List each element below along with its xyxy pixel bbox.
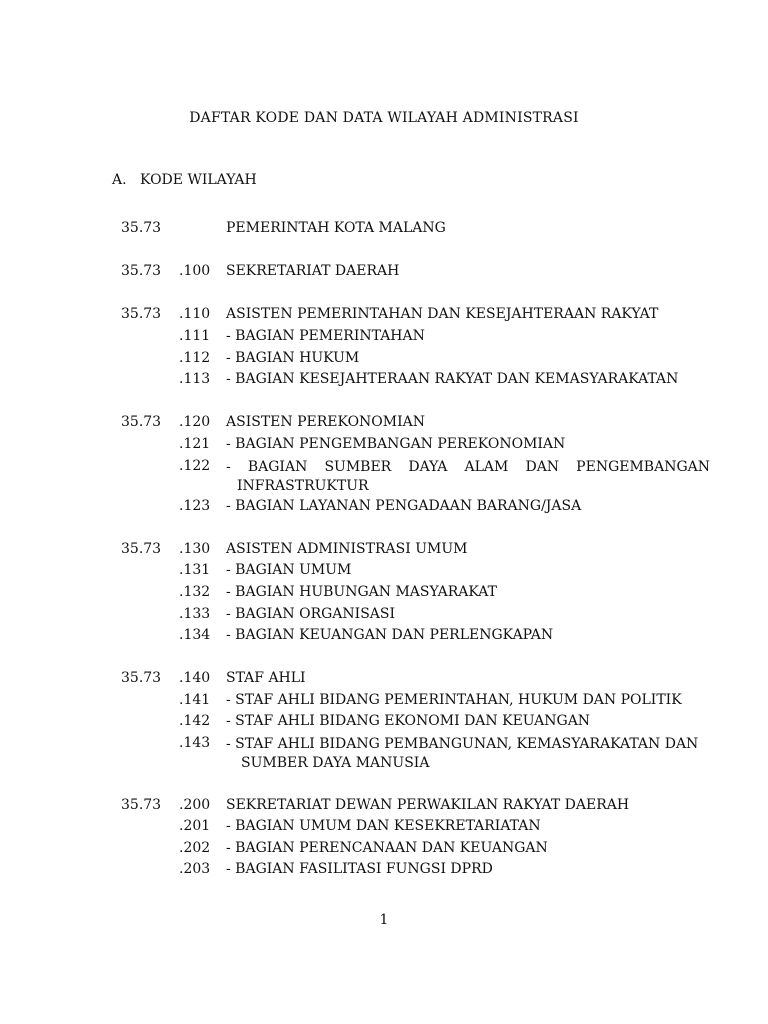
unit-code: .130 [179,540,211,557]
unit-name: - BAGIAN PERENCANAAN DAN KEUANGAN [226,839,548,856]
code-row [0,304,768,326]
unit-name: - BAGIAN KESEJAHTERAAN RAKYAT DAN KEMASYARAKATAN [226,371,679,388]
region-code: 35.73 [121,796,162,813]
code-row [0,539,768,561]
unit-name: - BAGIAN UMUM DAN KESEKRETARIATAN [226,818,541,835]
unit-name: - BAGIAN KEUANGAN DAN PERLENGKAPAN [226,627,554,644]
unit-code: .141 [179,691,211,708]
page-number: 1 [379,912,389,928]
region-code: 35.73 [121,220,162,236]
code-row [0,625,768,647]
region-code: 35.73 [121,306,162,323]
unit-name-line-1: - STAF AHLI BIDANG PEMBANGUNAN, KEMASYARAKATAN DAN [226,736,699,753]
code-row [0,816,768,838]
code-row [0,859,768,881]
code-row [0,560,768,582]
unit-code: .133 [179,605,211,622]
code-row [0,582,768,604]
unit-code: .134 [179,627,211,644]
code-row [0,369,768,391]
unit-name-line-2: SUMBER DAYA MANUSIA [241,755,430,772]
unit-code: .201 [179,818,211,835]
unit-code: .143 [179,735,211,752]
code-row [0,456,768,496]
unit-name: - BAGIAN ORGANISASI [226,605,396,622]
code-row [0,838,768,860]
unit-name: - BAGIAN UMUM [226,562,352,579]
region-code: 35.73 [121,670,162,687]
unit-code: .131 [179,562,211,579]
code-row [0,261,768,283]
unit-name: - BAGIAN FASILITASI FUNGSI DPRD [226,861,493,878]
code-row [0,604,768,626]
code-row [0,218,768,240]
unit-code: .202 [179,839,211,856]
region-code: 35.73 [121,263,162,280]
unit-name [226,735,710,773]
unit-name-line-2: INFRASTRUKTUR [237,477,369,494]
code-row [0,412,768,434]
region-code: 35.73 [121,414,162,431]
unit-name: - BAGIAN PENGEMBANGAN PEREKONOMIAN [226,435,566,452]
unit-code: .140 [179,670,211,687]
unit-code: .113 [179,371,211,388]
unit-name-line-1: - BAGIAN SUMBER DAYA ALAM DAN PENGEMBANGAN [226,458,710,475]
unit-name: ASISTEN PEREKONOMIAN [226,414,425,431]
code-row [0,496,768,518]
unit-name: SEKRETARIAT DAERAH [226,263,400,280]
section-heading [112,172,257,188]
unit-code: .122 [179,457,211,474]
unit-name: - BAGIAN LAYANAN PENGADAAN BARANG/JASA [226,497,582,514]
unit-name: - STAF AHLI BIDANG EKONOMI DAN KEUANGAN [226,713,591,730]
unit-code: .132 [179,583,211,600]
code-row [0,326,768,348]
unit-name [226,458,710,496]
unit-name: SEKRETARIAT DEWAN PERWAKILAN RAKYAT DAERAH [226,796,630,813]
unit-name: STAF AHLI [226,670,306,687]
unit-code: .142 [179,713,211,730]
region-code-list [0,218,768,881]
section-letter: A. [112,172,127,188]
unit-name: - STAF AHLI BIDANG PEMERINTAHAN, HUKUM DAN POLITIK [226,691,682,708]
code-row [0,795,768,817]
unit-name: ASISTEN ADMINISTRASI UMUM [226,540,468,557]
code-row [0,434,768,456]
unit-name: - BAGIAN HUBUNGAN MASYARAKAT [226,583,497,600]
code-row [0,668,768,690]
code-row [0,711,768,733]
unit-code: .120 [179,414,211,431]
code-row [0,690,768,712]
unit-code: .112 [179,349,211,366]
unit-code: .121 [179,435,211,452]
unit-code: .111 [179,327,211,344]
unit-name: - BAGIAN HUKUM [226,349,360,366]
code-row [0,733,768,773]
code-row [0,348,768,370]
unit-name: PEMERINTAH KOTA MALANG [226,220,446,236]
unit-code: .110 [179,306,211,323]
unit-name: ASISTEN PEMERINTAHAN DAN KESEJAHTERAAN RAKYAT [226,306,659,323]
unit-code: .203 [179,861,211,878]
unit-code: .100 [179,263,211,280]
unit-code: .123 [179,497,211,514]
unit-code: .200 [179,796,211,813]
region-code: 35.73 [121,540,162,557]
document-title: DAFTAR KODE DAN DATA WILAYAH ADMINISTRASI [189,110,579,126]
unit-name: - BAGIAN PEMERINTAHAN [226,327,425,344]
section-title: KODE WILAYAH [140,172,257,188]
